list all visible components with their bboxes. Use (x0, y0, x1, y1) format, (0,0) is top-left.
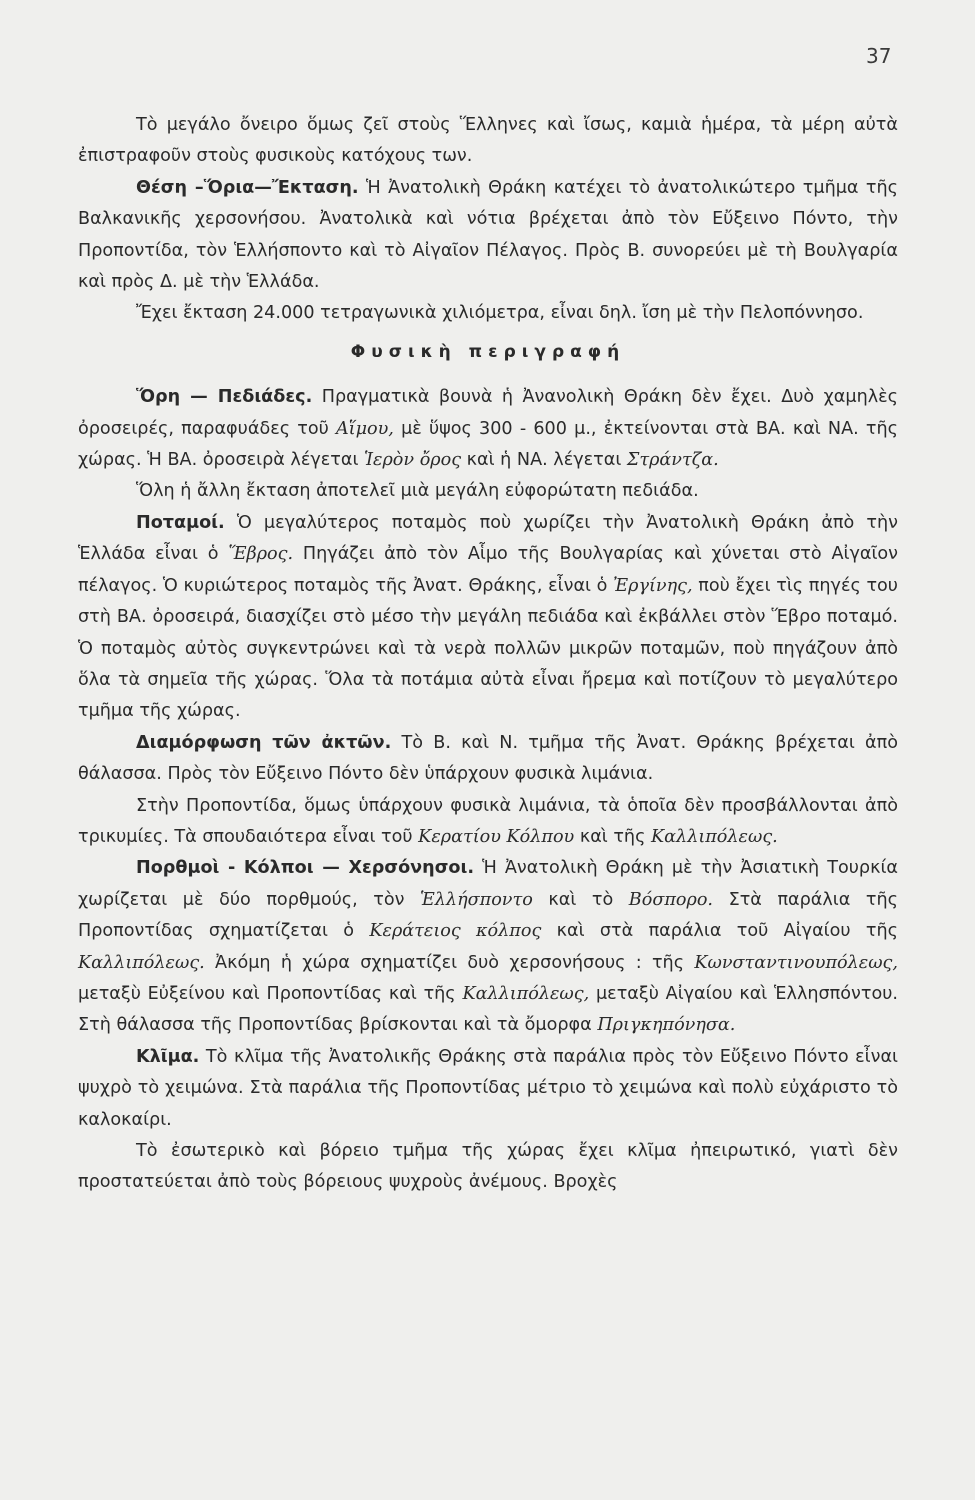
italic-term: Κεράτειος κόλπος (369, 921, 542, 942)
paragraph-text: καὶ τὸ (532, 889, 629, 910)
italic-term: Ἕβρος. (228, 544, 294, 565)
section-title: Φυσικὴ περιγραφή (350, 341, 626, 362)
italic-term: Ἱερὸν ὄρος (364, 450, 462, 471)
paragraph-text: μεταξὺ Αἰγαίου καὶ Ἑλλησπόντου. Στὴ θάλασσα τῆς Προποντίδας βρίσκονται καὶ τὰ ὄμορφα (78, 983, 898, 1036)
paragraph-text: Ἡ Ἀνατολικὴ Θράκη μὲ τὴν Ἀσιατικὴ Τουρκία χωρίζεται μὲ δύο πορθμούς, τὸν (78, 858, 898, 910)
italic-term: Καλλιπόλεως. (78, 952, 205, 973)
paragraph (78, 382, 898, 476)
paragraph-heading: Κλῖμα. (136, 1046, 200, 1067)
paragraph (78, 791, 898, 854)
paragraph-text: Στὰ παράλια τῆς Προποντίδας σχηματίζεται ὁ (78, 889, 898, 942)
italic-term: Ἐργίνης, (613, 575, 693, 596)
paragraph-text: Ἡ Ἀνατολικὴ Θράκη κατέχει τὸ ἀνατολικώτερο τμῆμα τῆς Βαλκανικῆς χερσονήσου. Ἀνατολικὰ καὶ νότια βρέχεται ἀπὸ τὸν Εὔξεινο Πόντο, τὴν Προποντίδα, τὸν Ἑλλήσποντο καὶ τὸ Αἰγαῖον Πέλαγος. Πρὸς Β. συνορεύει μὲ τὴ Βουλγαρία καὶ πρὸς Δ. μὲ τὴν Ἑλλάδα. (78, 177, 898, 293)
paragraph-heading: Θέση –Ὅρια—Ἔκταση. (136, 177, 359, 198)
paragraph-text: καὶ στὰ παράλια τοῦ Αἰγαίου τῆς (541, 921, 898, 942)
paragraph (78, 508, 898, 728)
paragraph (78, 728, 898, 791)
paragraph-text: Ὁ μεγαλύτερος ποταμὸς ποὺ χωρίζει τὴν Ἀνατολικὴ Θράκη ἀπὸ τὴν Ἑλλάδα εἶναι ὁ (78, 512, 898, 565)
italic-term: Αἵμου, (335, 418, 394, 439)
page-number: 37 (866, 44, 892, 68)
paragraph-text: Πηγάζει ἀπὸ τὸν Αἷμο τῆς Βουλγαρίας καὶ χύνεται στὸ Αἰγαῖον πέλαγος. Ὁ κυριώτερος ποταμὸς τῆς Ἀνατ. Θράκης, εἶναι ὁ (78, 544, 898, 596)
paragraph-text: ποὺ ἔχει τὶς πηγές του στὴ ΒΑ. ὀροσειρά, διασχίζει στὸ μέσο τὴν μεγάλη πεδιάδα καὶ ἐκβάλλει στὸν Ἕβρο ποταμό. Ὁ ποταμὸς αὐτὸς συγκεντρώνει καὶ τὰ νερὰ πολλῶν μικρῶν ποταμῶν, ποὺ πηγάζουν ἀπὸ ὅλα τὰ σημεῖα τῆς χώρας. Ὅλα τὰ ποτάμια αὐτὰ εἶναι ἤρεμα καὶ ποτίζουν τὸ μεγαλύτερο τμῆμα τῆς χώρας. (78, 575, 898, 722)
paragraph (78, 173, 898, 299)
paragraph (78, 1042, 898, 1136)
paragraph-heading: Ὅρη — Πεδιάδες. (136, 387, 313, 408)
italic-term: Βόσπορο. (628, 889, 714, 910)
italic-term: Ἑλλήσποντο (419, 889, 533, 910)
paragraph: Τὸ μεγάλο ὄνειρο ὅμως ζεῖ στοὺς Ἕλληνες καὶ ἴσως, καμιὰ ἡμέρα, τὰ μέρη αὐτὰ ἐπιστραφοῦν στοὺς φυσικοὺς κατόχους των. (78, 115, 898, 167)
paragraph-text: Πραγματικὰ βουνὰ ἡ Ἀνανολικὴ Θράκη δὲν ἔχει. Δυὸ χαμηλὲς ὀροσειρές, παραφυάδες τοῦ (78, 387, 898, 439)
paragraph-text: Στὴν Προποντίδα, ὅμως ὑπάρχουν φυσικὰ λιμάνια, τὰ ὁποῖα δὲν προσβάλλονται ἀπὸ τρικυμίες. Τὰ σπουδαιότερα εἶναι τοῦ (78, 795, 898, 847)
paragraph: Τὸ ἐσωτερικὸ καὶ βόρειο τμῆμα τῆς χώρας ἔχει κλῖμα ἠπειρωτικό, γιατὶ δὲν προστατεύεται ἀπὸ τοὺς βόρειους ψυχροὺς ἀνέμους. Βροχὲς (78, 1141, 898, 1193)
body-text (78, 110, 898, 1199)
paragraph-text: Τὸ κλῖμα τῆς Ἀνατολικῆς Θράκης στὰ παράλια πρὸς τὸν Εὔξεινο Πόντο εἶναι ψυχρὸ τὸ χειμώνα. Στὰ παράλια τῆς Προποντίδας μέτριο τὸ χειμώνα καὶ πολὺ εὐχάριστο τὸ καλοκαίρι. (78, 1046, 898, 1130)
italic-term: Καλλιπόλεως, (462, 983, 590, 1004)
paragraph-text: Τὸ Β. καὶ Ν. τμῆμα τῆς Ἀνατ. Θράκης βρέχεται ἀπὸ θάλασσα. Πρὸς τὸν Εὔξεινο Πόντο δὲν ὑπάρχουν φυσικὰ λιμάνια. (78, 732, 898, 785)
paragraph-text: μεταξὺ Εὐξείνου καὶ Προποντίδας καὶ τῆς (78, 983, 463, 1004)
paragraph-text: καὶ ἡ ΝΑ. λέγεται (461, 450, 627, 471)
paragraph-heading: Ποταμοί. (136, 512, 225, 533)
italic-term: Κωνσταντινουπόλεως, (694, 952, 898, 973)
paragraph: Ὅλη ἡ ἄλλη ἔκταση ἀποτελεῖ μιὰ μεγάλη εὐφορώτατη πεδιάδα. (136, 481, 699, 502)
paragraph-heading: Διαμόρφωση τῶν ἀκτῶν. (136, 732, 392, 753)
paragraph-text: Ἀκόμη ἡ χώρα σχηματίζει δυὸ χερσονήσους : τῆς (204, 952, 695, 973)
paragraph: Ἔχει ἔκταση 24.000 τετραγωνικὰ χιλιόμετρα, εἶναι δηλ. ἴση μὲ τὴν Πελοπόννησο. (136, 303, 864, 324)
italic-term: Κερατίου Κόλπου (418, 826, 575, 847)
paragraph (78, 853, 898, 1041)
paragraph-text: μὲ ὕψος 300 - 600 μ., ἐκτείνονται στὰ ΒΑ. καὶ ΝΑ. τῆς χώρας. Ἡ ΒΑ. ὀροσειρὰ λέγεται (78, 418, 898, 471)
italic-term: Πριγκηπόνησα. (597, 1015, 736, 1036)
paragraph-heading: Πορθμοὶ - Κόλποι — Χερσόνησοι. (136, 858, 475, 879)
italic-term: Στράντζα. (626, 450, 719, 471)
italic-term: Καλλιπόλεως. (651, 826, 778, 847)
paragraph-text: καὶ τῆς (574, 826, 652, 847)
